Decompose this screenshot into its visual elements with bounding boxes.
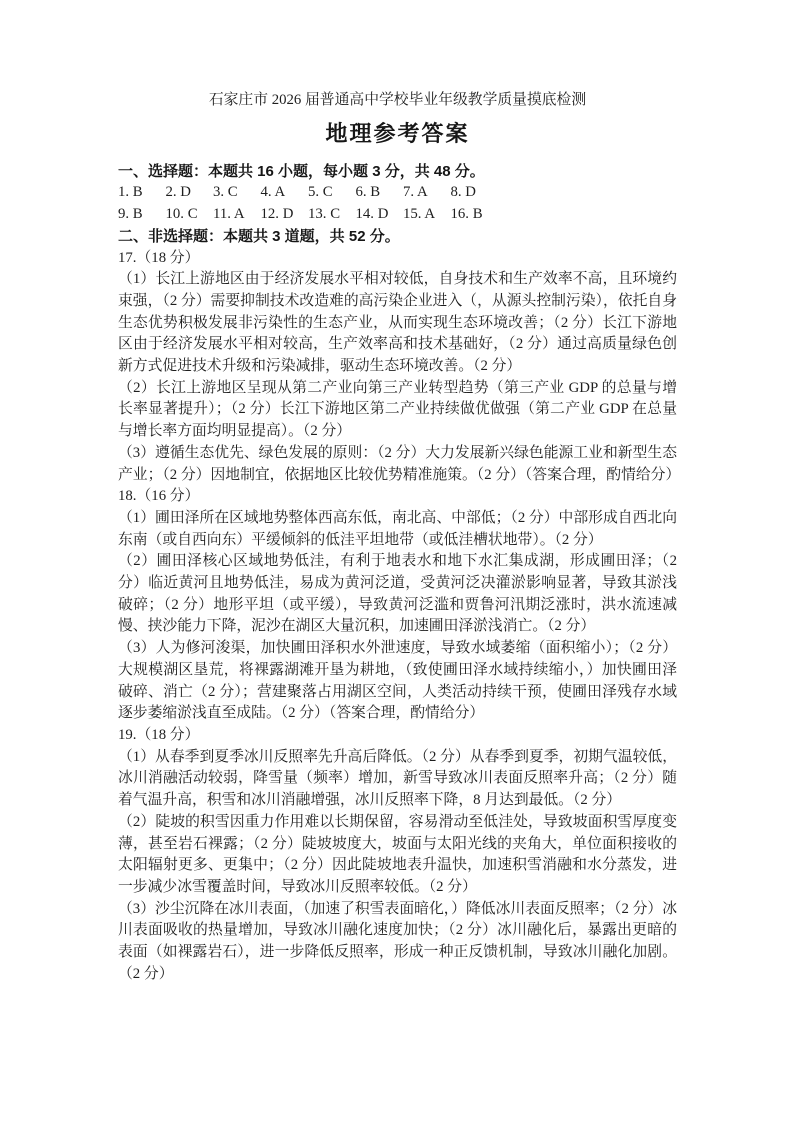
answer-cell: 4. A xyxy=(260,184,286,201)
free-response-section-heading: 二、非选择题：本题共 3 道题，共 52 分。 xyxy=(118,227,400,245)
question-18-block xyxy=(118,486,677,725)
answer-cell: 9. B xyxy=(118,206,143,223)
answer-cell: 15. A xyxy=(403,206,436,223)
answer-paragraph: （3）沙尘沉降在冰川表面，（加速了积雪表面暗化，）降低冰川表面反照率；（2 分）冰川表面吸收的热量增加，导致冰川融化速度加快；（2 分）冰川融化后，暴露出更暗的表面（如裸露岩石），进一步降低反照率，形成一种正反馈机制，导致冰川融化加剧。（2 分） xyxy=(118,900,677,982)
answer-cell: 8. D xyxy=(450,184,476,201)
answer-paragraph: （1）圃田泽所在区域地势整体西高东低，南北高、中部低；（2 分）中部形成自西北向东南（或自西向东）平缓倾斜的低洼平坦地带（或低洼槽状地带）。（2 分） xyxy=(118,509,677,548)
answer-paragraph: （3）遵循生态优先、绿色发展的原则：（2 分）大力发展新兴绿色能源工业和新型生态产业；（2 分）因地制宜，依据地区比较优势精准施策。（2 分）（答案合理，酌情给分） xyxy=(118,444,681,483)
answer-cell: 1. B xyxy=(118,184,143,201)
answer-paragraph: （1）长江上游地区由于经济发展水平相对较低，自身技术和生产效率不高，且环境约束强，（2 分）需要抑制技术改造难的高污染企业进入（，从源头控制污染），依托自身生态优势积极发展非污染性的生态产业，从而实现生态环境改善；（2 分）长江下游地区由于经济发展水平相对较高，生产效率高和技术基础好，（2 分）通过高质量绿色创新方式促进技术升级和污染减排，驱动生态环境改善。（2 分） xyxy=(118,271,677,375)
question-number: 19.（18 分） xyxy=(118,726,200,743)
answer-cell: 10. C xyxy=(165,206,198,223)
answer-cell: 16. B xyxy=(450,206,483,223)
answer-paragraph: （2）陡坡的积雪因重力作用难以长期保留，容易滑动至低洼处，导致坡面积雪厚度变薄，甚至岩石裸露；（2 分）陡坡坡度大，坡面与太阳光线的夹角大，单位面积接收的太阳辐射更多、更集中；（2 分）因此陡坡地表升温快，加速积雪消融和水分蒸发，进一步减少冰雪覆盖时间，导致冰川反照率较低。（2 分） xyxy=(118,813,677,895)
page-title: 地理参考答案 xyxy=(325,120,470,146)
question-number: 18.（16 分） xyxy=(118,488,200,505)
answer-cell: 7. A xyxy=(403,184,428,201)
answer-row-1 xyxy=(118,182,677,204)
question-19-block xyxy=(118,725,677,985)
answer-paragraph: （1）从春季到夏季冰川反照率先升高后降低。（2 分）从春季到夏季，初期气温较低，冰川消融活动较弱，降雪量（频率）增加，新雪导致冰川表面反照率升高；（2 分）随着气温升高，积雪和冰川消融增强，冰川反照率下降，8 月达到最低。（2 分） xyxy=(118,748,677,809)
answer-row-2 xyxy=(118,204,677,226)
answer-paragraph: （3）人为修河浚渠，加快圃田泽积水外泄速度，导致水域萎缩（面积缩小）；（2 分）大规模湖区垦荒，将裸露湖滩开垦为耕地，（致使圃田泽水域持续缩小，）加快圃田泽破碎、消亡（2 分）；营建聚落占用湖区空间，人类活动持续干预，使圃田泽残存水域逐步萎缩淤浅直至成陆。（2 分）（答案合理，酌情给分） xyxy=(118,640,677,722)
question-number: 17.（18 分） xyxy=(118,249,200,266)
answer-paragraph: （2）长江上游地区呈现从第二产业向第三产业转型趋势（第三产业 GDP 的总量与增长率显著提升）；（2 分）长江下游地区第二产业持续做优做强（第二产业 GDP 在总量与增长率方面均明显提高）。（2 分） xyxy=(118,379,677,440)
answer-cell: 6. B xyxy=(355,184,381,201)
answer-cell: 5. C xyxy=(308,184,333,201)
doc-header: 石家庄市 2026 届普通高中学校毕业年级教学质量摸底检测 xyxy=(208,92,587,108)
answer-paragraph: （2）圃田泽核心区域地势低洼，有利于地表水和地下水汇集成湖，形成圃田泽；（2 分）临近黄河且地势低洼，易成为黄河泛道，受黄河泛决灌淤影响显著，导致其淤浅破碎；（2 分）地形平坦（或平缓），导致黄河泛滥和贾鲁河汛期泛涨时，洪水流速减慢、挟沙能力下降，泥沙在湖区大量沉积，加速圃田泽淤浅消亡。（2 分） xyxy=(118,553,677,635)
answer-cell: 12. D xyxy=(260,206,294,223)
choice-section-heading: 一、选择题：本题共 16 小题，每小题 3 分，共 48 分。 xyxy=(118,162,485,180)
choice-answer-grid xyxy=(118,182,677,225)
answer-cell: 13. C xyxy=(308,206,341,223)
answer-cell: 3. C xyxy=(213,184,238,201)
answer-cell: 11. A xyxy=(213,206,245,223)
question-17-block xyxy=(118,248,681,487)
answer-cell: 2. D xyxy=(165,184,191,201)
answer-cell: 14. D xyxy=(355,206,389,223)
